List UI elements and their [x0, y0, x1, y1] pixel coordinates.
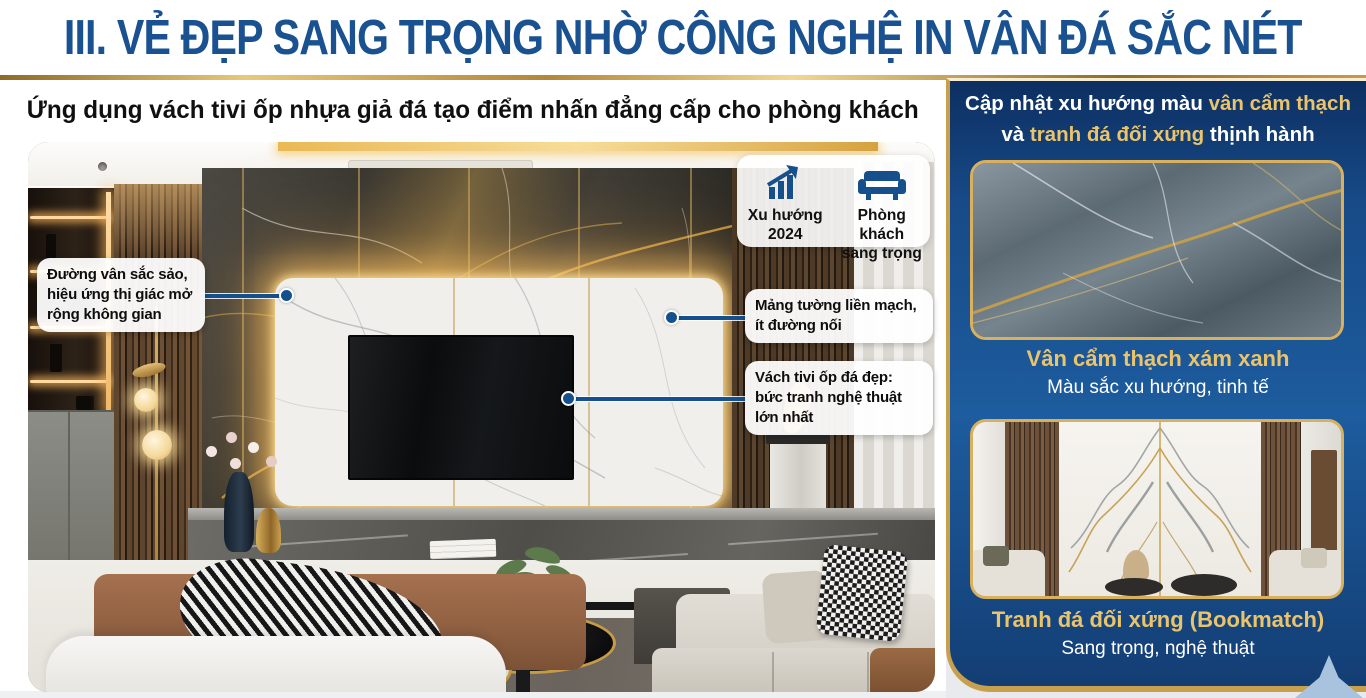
header-bar: [0, 0, 1366, 76]
badge-luxury-living-room: [834, 155, 931, 262]
flower-vase: [224, 472, 254, 552]
callout-seamless-wall: Mảng tường liền mạch, ít đường nối: [745, 289, 933, 343]
trend-sidebar: [946, 78, 1366, 692]
callout-sharp-veins: Đường vân sắc sảo, hiệu ứng thị giác mở rộng không gian: [37, 258, 205, 332]
badge-label-line2: 2024: [768, 226, 803, 243]
card-title: Vân cẩm thạch xám xanh: [1026, 346, 1290, 371]
sofa-left: [46, 636, 506, 692]
card-gray-blue-marble: [970, 160, 1344, 340]
flower-blossoms: [200, 428, 290, 480]
callout-dot: [279, 288, 294, 303]
badge-label-line2: sang trọng: [841, 245, 922, 262]
downlight: [98, 162, 107, 171]
badge-label-line1: Phòng khách: [857, 207, 906, 243]
sidebar-heading-line2: và tranh đá đối xứng thịnh hành: [1001, 123, 1315, 146]
ceiling-cove-light: [278, 142, 878, 151]
sidebar-heading-line1: Cập nhật xu hướng màu vân cẩm thạch: [965, 92, 1351, 115]
callout-line: [200, 294, 286, 298]
callout-line: [671, 316, 747, 320]
subtitle-bar: [0, 80, 946, 140]
card-title: Tranh đá đối xứng (Bookmatch): [991, 607, 1325, 632]
callout-dot: [664, 310, 679, 325]
trend-badges: [737, 155, 930, 262]
leather-cushion: [870, 648, 935, 692]
card-bookmatch-marble: [970, 419, 1344, 599]
houndstooth-pillow: [816, 544, 909, 642]
sofa-icon: [858, 163, 906, 203]
cabinet-base: [28, 410, 114, 560]
badge-label-line1: Xu hướng: [747, 207, 823, 224]
page-title: III. VẺ ĐẸP SANG TRỌNG NHỜ CÔNG NGHỆ IN VÂN ĐÁ SẮC NÉT: [64, 11, 1302, 65]
callout-line: [568, 397, 747, 401]
callout-dot: [561, 391, 576, 406]
tv-bench: [188, 508, 935, 520]
trend-up-chart-icon: [763, 163, 807, 203]
callout-stone-artwork: Vách tivi ốp đá đẹp: bức tranh nghệ thuật lớn nhất: [745, 361, 933, 435]
badge-trend-2024: [737, 155, 834, 247]
card-subtitle: Màu sắc xu hướng, tinh tế: [1047, 377, 1269, 398]
card-subtitle: Sang trọng, nghệ thuật: [1061, 638, 1255, 659]
page-subtitle: Ứng dụng vách tivi ốp nhựa giả đá tạo điểm nhấn đẳng cấp cho phòng khách: [27, 95, 919, 124]
gold-vase: [256, 508, 281, 553]
